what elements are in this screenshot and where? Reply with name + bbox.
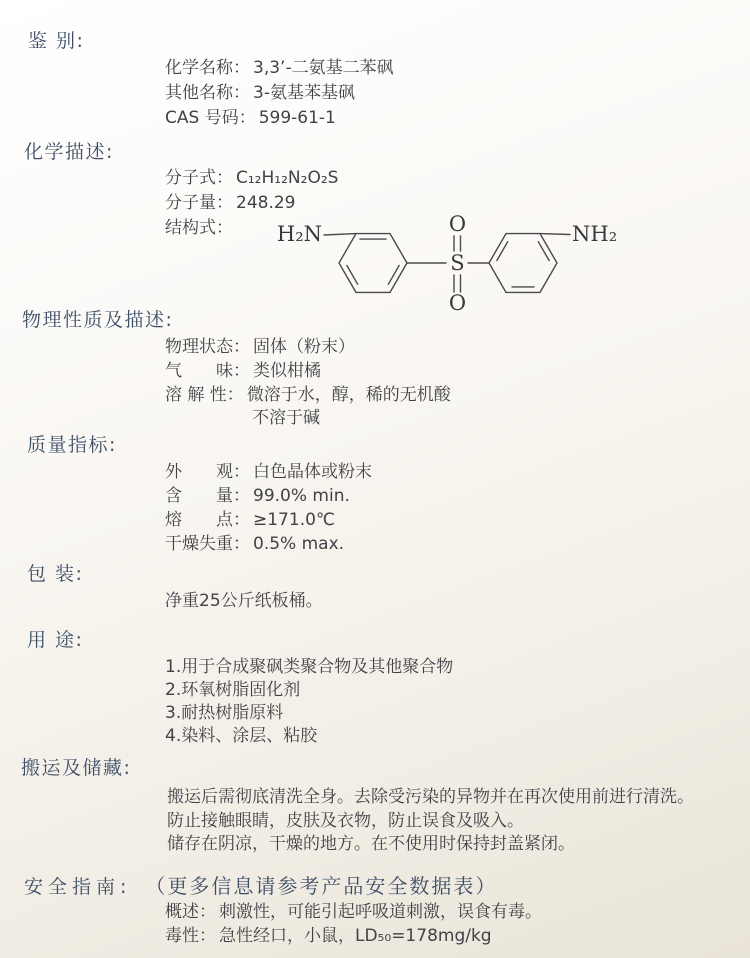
- section-heading-safety-guide: [24, 870, 497, 899]
- appearance-label: 外 观：: [165, 462, 250, 482]
- handling-line-3: 储存在阴凉，干燥的地方。在不使用时保持封盖紧闭。: [167, 834, 575, 854]
- molecular-formula-label: 分子式：: [165, 168, 233, 188]
- other-name-label: 其他名称：: [165, 83, 250, 103]
- row-chemical-name: [165, 53, 394, 78]
- solubility-label: 溶 解 性：: [165, 385, 244, 405]
- toxicity-value: 急性经口，小鼠，LD₅₀=178mg/kg: [219, 926, 492, 946]
- molecular-weight-value: 248.29: [236, 193, 296, 213]
- chemical-structure-diagram: [250, 208, 670, 312]
- loss-on-drying-label: 干燥失重：: [165, 534, 250, 554]
- row-cas-number: [165, 103, 336, 128]
- appearance-value: 白色晶体或粉末: [253, 462, 372, 482]
- cas-number-value: 599-61-1: [258, 108, 336, 128]
- amine-left-label: H₂N: [276, 222, 322, 246]
- chemical-name-label: 化学名称：: [165, 58, 250, 78]
- physical-state-value: 固体（粉末）: [253, 337, 355, 357]
- row-molecular-formula: [165, 163, 338, 188]
- handling-line-1: 搬运后需彻底清洗全身。去除受污染的异物并在再次使用前进行清洗。: [167, 787, 694, 807]
- oxygen-top-label: O: [448, 212, 467, 236]
- safety-overview-value: 刺激性，可能引起呼吸道刺激，误食有毒。: [219, 902, 542, 922]
- physical-state-label: 物理状态：: [165, 337, 250, 357]
- section-heading-uses: 用 途:: [27, 629, 84, 651]
- amine-right-label: NH₂: [572, 222, 618, 246]
- toxicity-label: 毒性：: [165, 926, 216, 946]
- row-odor: [165, 356, 321, 381]
- uses-item-2: 2.环氧树脂固化剂: [165, 680, 301, 700]
- section-heading-packaging: 包 装:: [27, 563, 84, 585]
- row-safety-overview: [165, 897, 542, 922]
- molecular-weight-label: 分子量：: [165, 193, 233, 213]
- row-other-name: [165, 78, 355, 103]
- sulfur-label: S: [450, 251, 465, 275]
- melting-point-value: ≥171.0℃: [253, 510, 336, 530]
- row-physical-state: [165, 332, 355, 357]
- assay-label: 含 量：: [165, 486, 250, 506]
- melting-point-label: 熔 点：: [165, 510, 250, 530]
- molecular-formula-value: C₁₂H₁₂N₂O₂S: [236, 168, 339, 188]
- solubility-value: 微溶于水，醇，稀的无机酸: [246, 385, 451, 405]
- assay-value: 99.0% min.: [253, 486, 350, 506]
- uses-item-1: 1.用于合成聚砜类聚合物及其他聚合物: [165, 657, 454, 677]
- solubility-value-line2: 不溶于碱: [252, 408, 320, 428]
- packaging-text: 净重25公斤纸板桶。: [165, 591, 323, 611]
- uses-item-3: 3.耐热树脂原料: [165, 703, 284, 723]
- safety-overview-label: 概述：: [165, 902, 216, 922]
- row-loss-on-drying: [165, 529, 344, 554]
- uses-item-4: 4.染料、涂层、粘胶: [165, 726, 318, 746]
- row-assay: [165, 481, 350, 506]
- safety-guide-note: （更多信息请参考产品安全数据表）: [145, 874, 498, 898]
- section-heading-chemical-description: 化学描述:: [24, 141, 114, 163]
- section-heading-handling-storage: 搬运及储藏:: [21, 757, 132, 779]
- safety-guide-heading-text: 安全指南:: [24, 876, 132, 898]
- odor-value: 类似柑橘: [253, 361, 321, 381]
- row-appearance: [165, 457, 372, 482]
- row-solubility: [165, 380, 451, 405]
- row-melting-point: [165, 505, 335, 530]
- oxygen-bottom-label: O: [448, 291, 467, 312]
- section-heading-quality-specs: 质量指标:: [27, 434, 117, 456]
- cas-number-label: CAS 号码：: [165, 108, 256, 128]
- handling-line-2: 防止接触眼睛，皮肤及衣物，防止误食及吸入。: [167, 811, 524, 831]
- row-toxicity: [165, 921, 492, 946]
- row-structural-formula: [165, 213, 233, 238]
- section-heading-physical-properties: 物理性质及描述:: [22, 309, 174, 331]
- loss-on-drying-value: 0.5% max.: [253, 534, 345, 554]
- structural-formula-label: 结构式：: [165, 218, 233, 238]
- odor-label: 气 味：: [165, 361, 250, 381]
- section-heading-identification: 鉴 别:: [28, 30, 85, 52]
- other-name-value: 3-氨基苯基砜: [253, 83, 355, 103]
- chemical-name-value: 3,3’-二氨基二苯砜: [253, 58, 394, 78]
